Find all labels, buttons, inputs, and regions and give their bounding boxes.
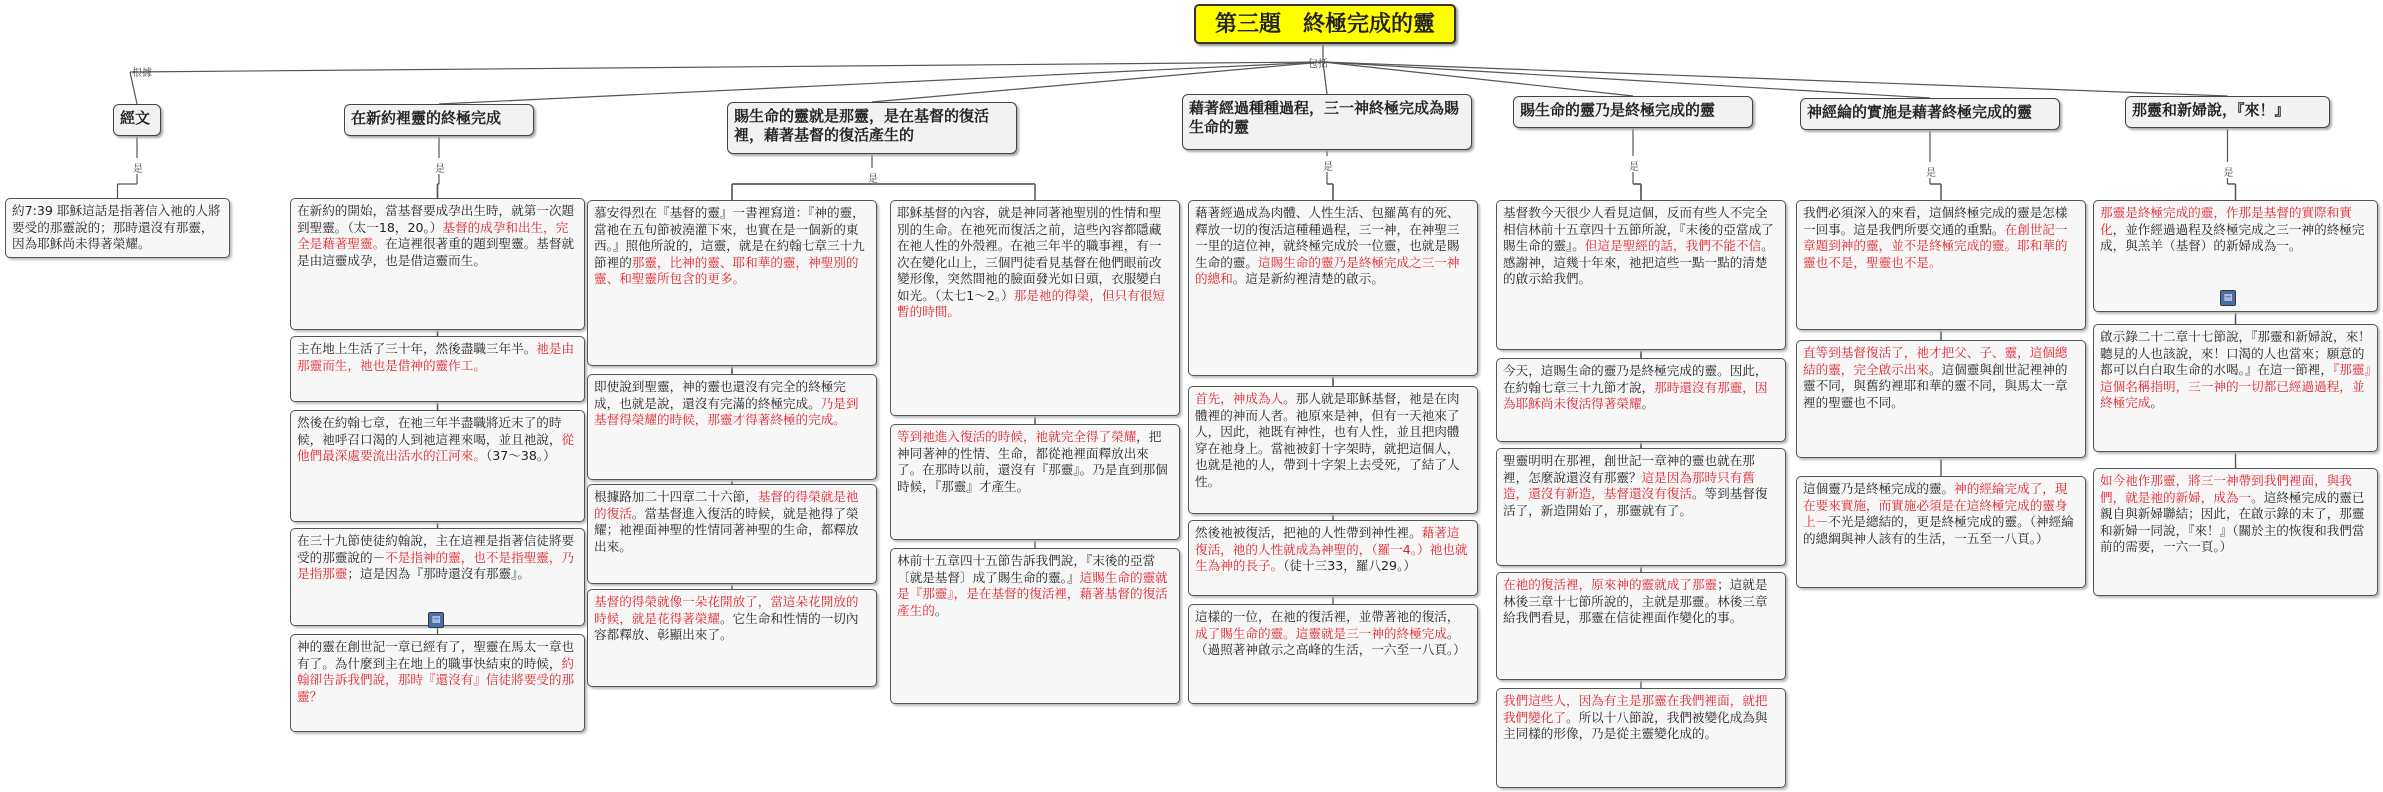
note-text: ，並作經過過程及終極完成之三一神的終極完成，與羔羊（基督）的新婦成為一。 [2100,221,2365,253]
note-text: 然後祂被復活，把祂的人性帶到神性裡。 [1195,525,1422,540]
branch-4-note-2[interactable] [1188,386,1478,514]
branch-label-is: 是 [1323,162,1333,173]
highlighted-text: 不是指神的靈，也不是指聖靈，乃是指那靈 [297,549,575,581]
highlighted-text: 在創世記一章題到神的靈，並不是終極完成的靈。耶和華的靈也不是，聖靈也不是。 [1803,221,2068,270]
highlighted-text: 那靈是終極完成的靈，作那是基督的實際和實化 [2100,205,2352,237]
note-text: 在這裡很著重的題到聖靈。基督就是由這靈成孕，也是借這靈而生。 [297,236,575,268]
note-text: 。這個靈與創世記裡神的靈不同，與舊約裡耶和華的靈不同，與馬太一章裡的聖靈也不同。 [1803,361,2068,410]
branch-label-is: 是 [1629,162,1639,173]
highlighted-text: 成了賜生命的靈。這靈就是三一神的終極完成 [1195,625,1447,641]
branch-5-note-1[interactable] [1496,200,1786,350]
connector-line [1323,62,1633,96]
note-text: 這個靈乃是終極完成的靈。 [1803,481,1955,496]
branch-3-note-7[interactable] [890,548,1180,704]
branch-6-note-3[interactable] [1796,476,2086,588]
highlighted-text: 我們這些人，因為有主是那靈在我們裡面，就把我們變化了 [1503,693,1768,725]
note-text: 。當基督進入復活的時候，就是祂得了榮耀；祂裡面神聖的性情同著神聖的生命，都釋放出來。 [594,505,859,554]
note-text: 。等到基督復活了，新造開始了，那靈就有了。 [1503,486,1768,518]
highlighted-text: 約翰卻告訴我們說，那時『還沒有』信徒將要受的那靈？ [297,655,575,704]
branch-6-note-2[interactable] [1796,340,2086,458]
branch-label-is: 是 [868,174,878,185]
highlighted-text: 基督的得榮就像一朵花開放了，當這朵花開放的時候，就是花得著榮耀 [594,594,859,626]
note-attachment-icon[interactable]: ▤ [428,612,444,628]
note-text: 。它生命和性情的一切內容都釋放、彰顯出來了。 [594,610,859,642]
highlighted-text: 這是因為那時只有舊造，還沒有新造，基督還沒有復活 [1503,469,1755,501]
branch-label-is: 是 [2223,168,2234,179]
branch-3-note-1[interactable] [587,200,877,366]
branch-heading-1[interactable]: 經文 [113,104,161,136]
note-text: 。這是新約裡清楚的啟示。 [1232,271,1384,286]
note-text: 。 [2150,395,2163,410]
highlighted-text: 從他們最深處要流出活水的江河來。 [297,431,575,463]
branch-3-note-5[interactable] [890,200,1180,416]
connector-line [1323,62,1930,98]
highlighted-text: 神的經綸完成了，現在要來實施，而實施必須是在這終極完成的靈身上－ [1803,481,2068,529]
note-text: 林前十五章四十五節告訴我們說，『末後的亞當〔就是基督〕成了賜生命的靈。』 [897,553,1156,585]
note-text: （37～38。） [485,448,556,463]
note-text: 。 [934,602,948,618]
note-text: 。（過照著神啟示之高峰的生活，一六至一八頁。） [1195,625,1466,657]
highlighted-text: 藉著這復活，祂的人性就成為神聖的，（羅一4。）祂也就生為神的長子。 [1195,525,1468,573]
branch-4-note-1[interactable] [1188,200,1478,376]
highlighted-text: 『那靈』這個名稱指明，三一神的一切都已經過過程，並終極完成 [2100,362,2371,410]
branch-3-note-3[interactable] [587,484,877,584]
root-label-basis: 根據 [132,68,152,79]
branch-5-note-2[interactable] [1496,358,1786,442]
note-text: 在三十九節使徒約翰說，主在這裡是指著信徒將要受的那靈說的－ [297,533,575,565]
highlighted-text: 那靈，比神的靈、耶和華的靈，神聖別的靈、和聖靈所包含的更多。 [594,254,859,286]
note-text: 約7:39 耶穌這話是指著信入祂的人將要受的那靈說的；那時還沒有那靈，因為耶穌尚未得著榮耀。 [12,203,221,251]
branch-heading-3[interactable]: 賜生命的靈就是那靈，是在基督的復活裡，藉著基督的復活產生的 [727,102,1017,154]
note-text: 基督教今天很少人看見這個，反而有些人不完全相信林前十五章四十五節所說，『末後的亞當成了賜生命的靈』。 [1503,205,1774,253]
note-text: 我們必須深入的來看，這個終極完成的靈是怎樣一回事。這是我們所要交通的重點。 [1803,205,2068,237]
branch-heading-4[interactable]: 藉著經過種種過程，三一神終極完成為賜生命的靈 [1182,94,1472,150]
branch-2-note-2[interactable] [290,336,585,402]
branch-label-is: 是 [435,164,445,175]
highlighted-text: 等到祂進入復活的時候，祂就完全得了榮耀 [897,429,1137,444]
highlighted-text: 祂是由那靈而生，祂也是借神的靈作工。 [297,341,575,373]
note-text: 藉著經過成為肉體、人性生活、包羅萬有的死、釋放一切的復活這種種過程，三一神，在神聖三一里的這位神，就終極完成於一位靈，也就是賜生命的靈。 [1195,205,1460,270]
note-attachment-icon[interactable]: ▤ [2220,290,2236,306]
highlighted-text: 直等到基督復活了，祂才把父、子、靈，這個總結的靈，完全啟示出來 [1803,345,2068,377]
branch-2-note-5[interactable] [290,634,585,732]
note-text: ，把神同著神的性情、生命，都從祂裡面釋放出來了。在那時以前，還沒有『那靈』。乃是直到那個時候，『那靈』才產生。 [897,429,1168,494]
note-text: ；這是因為『那時還沒有那靈』。 [347,566,530,581]
branch-4-note-3[interactable] [1188,520,1478,596]
root-label-includes: 包括 [1308,59,1328,70]
branch-7-note-2[interactable] [2093,324,2378,452]
note-text: 。感謝神，這幾十年來，祂把這些一點一點的清楚的啟示給我們。 [1503,238,1774,286]
highlighted-text: 那是祂的得榮，但只有很短暫的時間。 [897,287,1165,319]
highlighted-text: 首先，神成為人 [1195,391,1284,406]
note-text: 啟示錄二十二章十七節說，『那靈和新婦說，來！聽見的人也該說，來！口渴的人也當來；願意的都可以白白取生命的水喝。』在這一節裡， [2100,329,2371,377]
note-text: 。這終極完成的靈已親自與新婦聯結；因此，在啟示錄的末了，那靈和新婦一同說，『來！』（關於主的恢復和我們當前的需要，一六一頁。） [2100,489,2365,554]
highlighted-text: 在祂的復活裡，原來神的靈就成了那靈 [1503,577,1718,592]
note-text: 然後在約翰七章，在祂三年半盡職將近末了的時候，祂呼召口渴的人到祂這裡來喝，並且祂說， [297,415,562,447]
note-text: 耶穌基督的內容，就是神同著祂聖別的性情和聖別的生命。在祂死而復活之前，這些內容都隱藏在祂人性的外殼裡。在祂三年半的職事裡，有一次在變化山上，三個門徒看見基督在他們眼前改變形像，突然間祂的臉面發光如日頭，衣服變白如光。（太七1～2。） [897,205,1162,303]
note-text: 。所以十八節說，我們被變化成為與主同樣的形像，乃是從主靈變化成的。 [1503,709,1768,741]
note-text: 。 [1641,396,1655,411]
highlighted-text: 那時還沒有那靈，因為耶穌尚未復活得著榮耀 [1503,379,1768,411]
branch-2-note-3[interactable] [290,410,585,522]
branch-5-note-5[interactable] [1496,688,1786,788]
connector-line [1323,62,2228,96]
highlighted-text: 如今祂作那靈，將三一神帶到我們裡面，與我們，就是祂的新婦，成為一 [2100,473,2352,505]
note-text: 根據路加二十四章二十六節， [594,489,758,504]
branch-5-note-4[interactable] [1496,572,1786,680]
note-text: ；這就是林後三章十七節所說的，主就是那靈。林後三章給我們看見，那靈在信徒裡面作變化的事。 [1503,577,1768,625]
highlighted-text: 這賜生命的靈乃是終極完成之三一神的總和 [1195,254,1460,286]
branch-3-note-2[interactable] [587,374,877,480]
highlighted-text: 這賜生命的靈就是『那靈』，是在基督的復活裡，藉著基督的復活產生的 [897,569,1168,618]
note-text: 聖靈明明在那裡，創世記一章神的靈也就在那裡，怎麼說還沒有那靈？ [1503,453,1755,485]
highlighted-text: 基督的得榮就是祂的復活 [594,489,859,521]
note-text: 這樣的一位，在祂的復活裡，並帶著祂的復活， [1195,609,1460,624]
note-text: （徒十三33，羅八29。） [1283,558,1416,573]
note-text: 即使說到聖靈，神的靈也還沒有完全的終極完成，也就是說，還沒有完滿的終極完成。 [594,379,846,411]
branch-7-note-3[interactable] [2093,468,2378,596]
note-text: 慕安得烈在『基督的靈』一書裡寫道：『神的靈，當祂在五旬節被澆灌下來，也實在是一個新的東西。』照他所說的，這靈，就是在約翰七章三十九節裡的 [594,205,865,270]
highlighted-text: 乃是到基督得榮耀的時候，那靈才得著終極的完成。 [594,395,859,427]
branch-label-is: 是 [133,164,143,175]
highlighted-text: 但這是聖經的話，我們不能不信 [1584,238,1762,253]
branch-heading-6[interactable]: 神經綸的實施是藉著終極完成的靈 [1800,98,2060,130]
note-text: 在新約的開始，當基督要成孕出生時，就第一次題到聖靈。（太一18，20。） [297,203,575,235]
branch-4-note-4[interactable] [1188,604,1478,704]
note-text: 不光是總結的，更是終極完成的靈。（神經綸的總綱與神人該有的生活，一五至一八頁。） [1803,514,2074,546]
branch-6-note-1[interactable] [1796,200,2086,330]
root-title[interactable]: 第三題 終極完成的靈 [1194,4,1456,44]
note-text: 主在地上生活了三十年，然後盡職三年半。 [297,341,537,356]
highlighted-text: 基督的成孕和出生，完全是藉著聖靈。 [297,219,569,251]
branch-heading-2[interactable]: 在新約裡靈的終極完成 [344,104,534,136]
note-text: 。那人就是耶穌基督，祂是在肉體裡的神而人者。祂原來是神，但有一天祂來了人，因此，祂既有神性，也有人性，並且把肉體穿在祂身上。當祂被釘十字架時，就把這個人，也就是祂的人，帶到十字架上去受死，了結了人性。 [1195,391,1460,489]
note-text: 今天，這賜生命的靈乃是終極完成的靈。因此，在約翰七章三十九節才說， [1503,363,1768,395]
branch-2-note-1[interactable] [290,198,585,330]
branch-heading-7[interactable]: 那靈和新婦說，『來！』 [2125,96,2330,128]
branch-3-note-6[interactable] [890,424,1180,540]
branch-3-note-4[interactable] [587,589,877,687]
branch-label-is: 是 [1926,168,1936,179]
branch-heading-5[interactable]: 賜生命的靈乃是終極完成的靈 [1513,96,1753,128]
branch-1-note-1[interactable] [5,198,230,258]
branch-5-note-3[interactable] [1496,448,1786,566]
note-text: 神的靈在創世記一章已經有了，聖靈在馬太一章也有了。為什麼到主在地上的職事快結束的時候， [297,639,575,671]
